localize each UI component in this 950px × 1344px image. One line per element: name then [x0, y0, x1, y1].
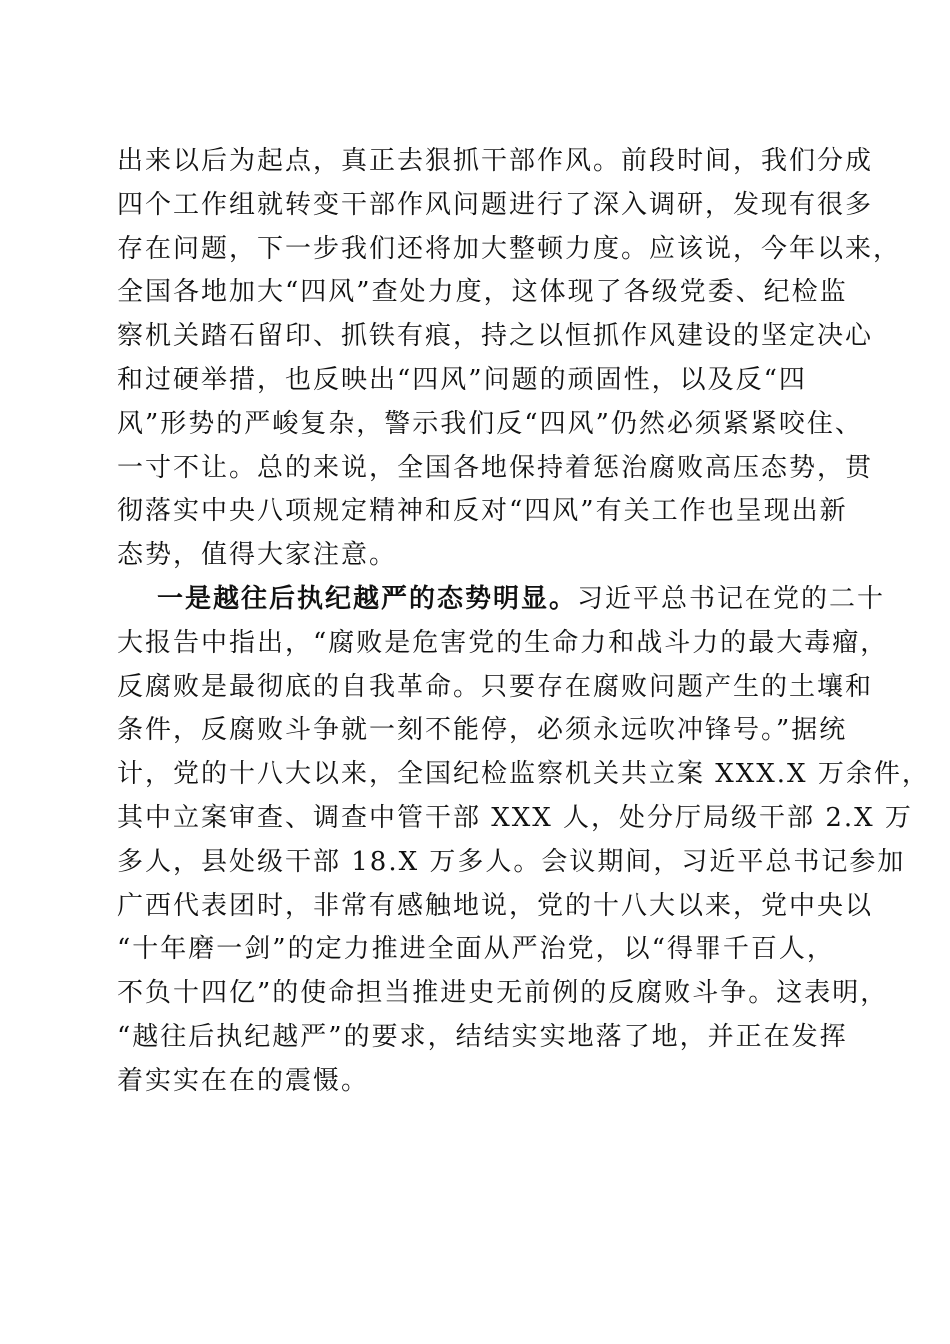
- paragraph-line: 条件，反腐败斗争就一刻不能停，必须永远吹冲锋号。”据统: [117, 715, 848, 746]
- paragraph-line-rest: 习近平总书记在党的二十: [577, 583, 886, 614]
- paragraph-line: 彻落实中央八项规定精神和反对“四风”有关工作也呈现出新: [117, 496, 848, 527]
- paragraph-line: 出来以后为起点，真正去狠抓干部作风。前段时间，我们分成: [117, 146, 874, 176]
- paragraph-line: 其中立案审查、调查中管干部 XXX 人，处分厅局级干部 2.X 万: [117, 802, 913, 833]
- paragraph-line: 广西代表团时，非常有感触地说，党的十八大以来，党中央以: [117, 890, 874, 921]
- paragraph-line: “越往后执纪越严”的要求，结结实实地落了地，并正在发挥: [117, 1021, 848, 1052]
- paragraph-2: [117, 578, 930, 1104]
- paragraph-line: 态势，值得大家注意。: [117, 540, 398, 571]
- paragraph-1: [117, 140, 902, 578]
- paragraph-line: 反腐败是最彻底的自我革命。只要存在腐败问题产生的土壤和: [117, 671, 874, 702]
- paragraph-line: 一寸不让。总的来说，全国各地保持着惩治腐败高压态势，贯: [117, 452, 874, 483]
- paragraph-line: 察机关踏石留印、抓铁有痕，持之以恒抓作风建设的坚定决心: [117, 321, 874, 352]
- paragraph-line: 着实实在在的震慑。: [117, 1065, 370, 1096]
- paragraph-line: 计，党的十八大以来，全国纪检监察机关共立案 XXX.X 万余件，: [117, 759, 930, 790]
- paragraph-line: “十年磨一剑”的定力推进全面从严治党，以“得罪千百人，: [117, 934, 835, 965]
- paragraph-line: 和过硬举措，也反映出“四风”问题的顽固性，以及反“四: [117, 364, 807, 395]
- paragraph-line: 多人，县处级干部 18.X 万多人。会议期间，习近平总书记参加: [117, 846, 906, 877]
- paragraph-first-line: [117, 578, 886, 622]
- document-body: [117, 140, 930, 1104]
- section-lead-heading: 一是越往后执纪越严的态势明显。: [157, 583, 578, 614]
- paragraph-line: 大报告中指出，“腐败是危害党的生命力和战斗力的最大毒瘤，: [117, 627, 889, 658]
- paragraph-line: 风”形势的严峻复杂，警示我们反“四风”仍然必须紧紧咬住、: [117, 408, 863, 439]
- paragraph-line: 存在问题，下一步我们还将加大整顿力度。应该说，今年以来，: [117, 233, 902, 264]
- paragraph-line: 全国各地加大“四风”查处力度，这体现了各级党委、纪检监: [117, 277, 848, 308]
- paragraph-line: 不负十四亿”的使命担当推进史无前例的反腐败斗争。这表明，: [117, 978, 889, 1009]
- paragraph-line: 四个工作组就转变干部作风问题进行了深入调研，发现有很多: [117, 189, 874, 220]
